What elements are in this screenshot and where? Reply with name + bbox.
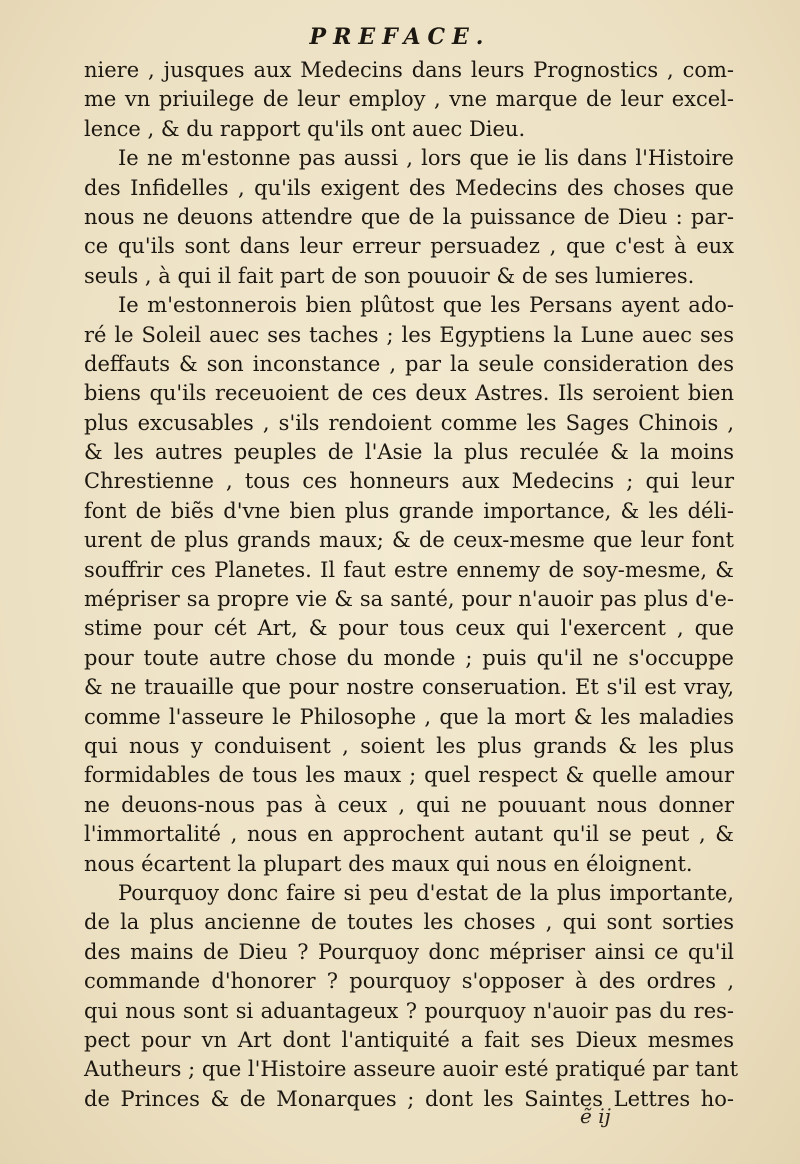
text-line: & ne trauaille que pour nostre conseruation. Et s'il est vray, [84, 675, 734, 700]
text-line: ce qu'ils sont dans leur erreur persuadez , que c'est à eux [84, 234, 734, 259]
text-line: Chrestienne , tous ces honneurs aux Medecins ; qui leur [84, 469, 734, 494]
running-head: PREFACE. [309, 24, 491, 50]
text-line: qui nous y conduisent , soient les plus grands & les plus [84, 733, 734, 758]
text-line: seuls , à qui il fait part de son pouuoir & de ses lumieres. [84, 263, 695, 288]
text-line: plus excusables , s'ils rendoient comme les Sages Chinois , [84, 410, 734, 435]
text-line: niere , jusques aux Medecins dans leurs Prognostics , com- [84, 58, 734, 82]
text-line: l'immortalité , nous en approchent autant qu'il se peut , & [84, 822, 734, 847]
text-line: Ie ne m'estonne pas aussi , lors que ie lis dans l'Histoire [118, 146, 734, 171]
text-line: qui nous sont si aduantageux ? pourquoy n'auoir pas du res- [84, 998, 734, 1023]
text-line: des Infidelles , qu'ils exigent des Medecins des choses que [84, 175, 734, 200]
text-line: me vn priuilege de leur employ , vne marque de leur excel- [84, 87, 734, 112]
text-line: Autheurs ; que l'Histoire asseure auoir esté pratiqué par tant [84, 1057, 739, 1082]
text-line: de la plus ancienne de toutes les choses , qui sont sorties [84, 910, 734, 935]
text-line: nous ne deuons attendre que de la puissance de Dieu : par- [84, 204, 734, 229]
text-line: mépriser sa propre vie & sa santé, pour n'auoir pas plus d'e- [84, 587, 734, 612]
text-line: biens qu'ils receuoient de ces deux Astres. Ils seroient bien [84, 381, 734, 406]
text-line: & les autres peuples de l'Asie la plus reculée & la moins [84, 440, 734, 465]
text-line: Ie m'estonnerois bien plûtost que les Persans ayent ado- [118, 293, 734, 318]
text-line: urent de plus grands maux; & de ceux-mesme que leur font [84, 528, 734, 553]
text-line: comme l'asseure le Philosophe , que la mort & les maladies [84, 704, 734, 729]
text-line: ne deuons-nous pas à ceux , qui ne pouuant nous donner [84, 792, 734, 817]
text-line: souffrir ces Planetes. Il faut estre ennemy de soy-mesme, & [84, 557, 734, 582]
text-line: nous écartent la plupart des maux qui nous en éloignent. [84, 851, 693, 876]
text-line: stime pour cét Art, & pour tous ceux qui l'exercent , que [84, 616, 734, 641]
text-line: deffauts & son inconstance , par la seule consideration des [84, 351, 734, 376]
text-block [84, 56, 739, 1114]
text-line: lence , & du rapport qu'ils ont auec Dieu. [84, 116, 526, 141]
text-line: formidables de tous les maux ; quel respect & quelle amour [84, 763, 734, 788]
text-line: pour toute autre chose du monde ; puis qu'il ne s'occuppe [84, 645, 734, 670]
text-line: pect pour vn Art dont l'antiquité a fait ses Dieux mesmes [84, 1027, 734, 1052]
text-line: font de biẽs d'vne bien plus grande importance, & les déli- [84, 498, 734, 523]
text-line: Pourquoy donc faire si peu d'estat de la plus importante, [118, 880, 734, 905]
text-line: de Princes & de Monarques ; dont les Saintes Lettres ho- [84, 1086, 734, 1111]
text-line: commande d'honorer ? pourquoy s'opposer à des ordres , [84, 969, 734, 994]
text-line: des mains de Dieu ? Pourquoy donc mépriser ainsi ce qu'il [84, 939, 734, 964]
signature-mark: ẽ ij [580, 1104, 611, 1128]
text-line: ré le Soleil auec ses taches ; les Egyptiens la Lune auec ses [84, 322, 734, 347]
